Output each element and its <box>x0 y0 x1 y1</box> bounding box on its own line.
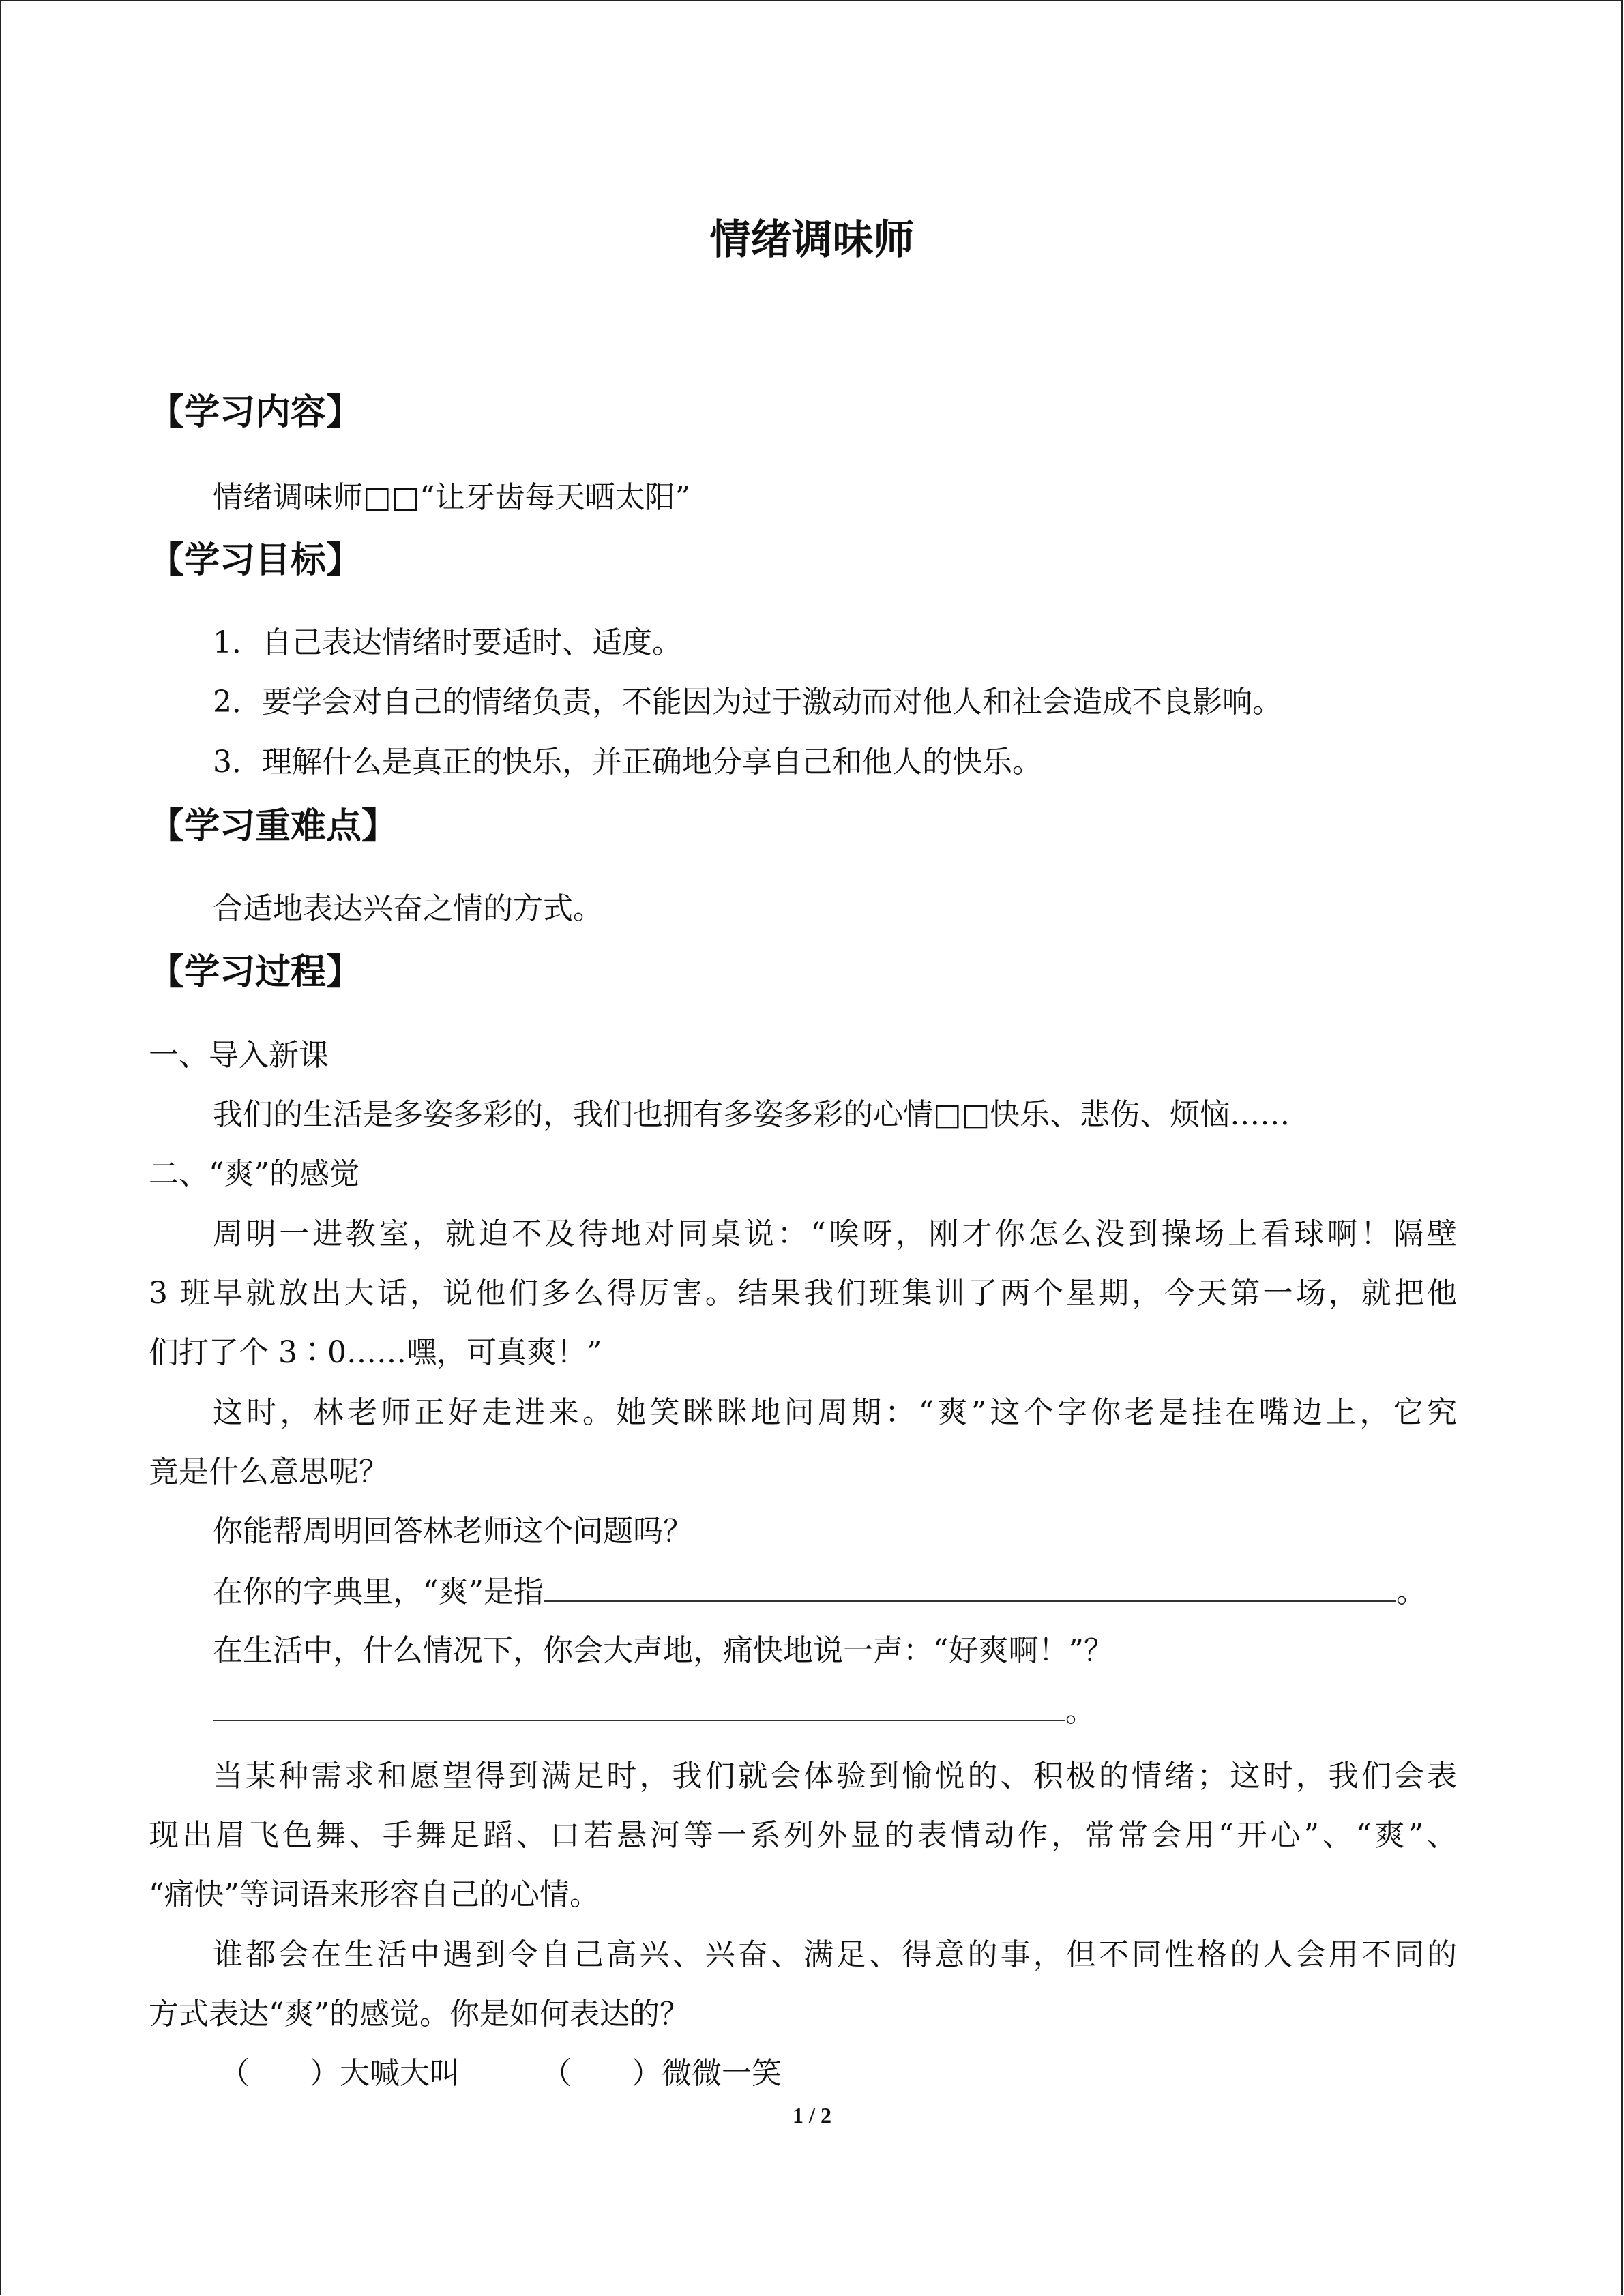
fill-1-prefix: 在你的字典里，“爽”是指 <box>213 1575 544 1609</box>
fill-2-blank[interactable] <box>213 1690 1065 1721</box>
story-line-2: 3 班早就放出大话，说他们多么得厉害。结果我们班集训了两个星期，今天第一场，就把他 <box>149 1276 1457 1311</box>
question-2: 在生活中，什么情况下，你会大声地，痛快地说一声：“好爽啊！”？ <box>213 1633 1114 1668</box>
question-1: 你能帮周明回答林老师这个问题吗？ <box>213 1514 693 1549</box>
story-line-3: 们打了个 3∶0……嘿，可真爽！” <box>149 1335 602 1370</box>
paragraph-1-line-2: 现出眉飞色舞、手舞足蹈、口若悬河等一系列外显的表情动作，常常会用“开心”、“爽”、 <box>149 1818 1457 1853</box>
story-line-1: 周明一进教室，就迫不及待地对同桌说：“唉呀，刚才你怎么没到操场上看球啊！隔壁 <box>213 1217 1457 1251</box>
fill-2-suffix: 。 <box>1065 1694 1095 1729</box>
fill-line-1 <box>213 1570 1426 1613</box>
paragraph-1-line-3: “痛快”等词语来形容自己的心情。 <box>149 1877 600 1912</box>
fill-1-blank[interactable] <box>544 1570 1396 1602</box>
heading-learning-goals: 【学习目标】 <box>149 540 362 581</box>
fill-1-suffix: 。 <box>1396 1575 1426 1609</box>
option-1-paren[interactable]: （ ） <box>220 2056 340 2091</box>
teacher-line-1: 这时，林老师正好走进来。她笑眯眯地问周期：“爽”这个字你老是挂在嘴边上，它究 <box>213 1395 1457 1430</box>
option-2-paren[interactable]: （ ） <box>542 2056 662 2091</box>
option-row <box>220 2053 782 2094</box>
paragraph-2-line-2: 方式表达“爽”的感觉。你是如何表达的？ <box>149 1997 690 2031</box>
page-title: 情绪调味师 <box>709 216 915 264</box>
heading-key-points: 【学习重难点】 <box>149 806 398 847</box>
heading-learning-content: 【学习内容】 <box>149 392 362 433</box>
option-1-label: 大喊大叫 <box>340 2056 460 2091</box>
goal-item-1: 1．自己表达情绪时要适时、适度。 <box>213 625 682 660</box>
paragraph-1-line-1: 当某种需求和愿望得到满足时，我们就会体验到愉悦的、积极的情绪；这时，我们会表 <box>213 1759 1457 1793</box>
heading-learning-process: 【学习过程】 <box>149 952 362 993</box>
learning-content-text: 情绪调味师□□“让牙齿每天晒太阳” <box>213 480 691 515</box>
goal-item-3: 3．理解什么是真正的快乐，并正确地分享自己和他人的快乐。 <box>213 745 1042 779</box>
key-points-text: 合适地表达兴奋之情的方式。 <box>213 891 603 926</box>
page-number: 1 / 2 <box>793 2103 831 2128</box>
option-2-label: 微微一笑 <box>662 2056 782 2091</box>
goal-item-2: 2．要学会对自己的情绪负责，不能因为过于激动而对他人和社会造成不良影响。 <box>213 685 1282 719</box>
part1-text: 我们的生活是多姿多彩的，我们也拥有多姿多彩的心情□□快乐、悲伤、烦恼…… <box>213 1097 1290 1132</box>
paragraph-2-line-1: 谁都会在生活中遇到令自己高兴、兴奋、满足、得意的事，但不同性格的人会用不同的 <box>213 1937 1457 1972</box>
fill-line-2 <box>213 1690 1095 1732</box>
teacher-line-2: 竟是什么意思呢？ <box>149 1455 389 1489</box>
part1-title: 一、导入新课 <box>149 1038 329 1073</box>
part2-title: 二、“爽”的感觉 <box>149 1157 359 1191</box>
